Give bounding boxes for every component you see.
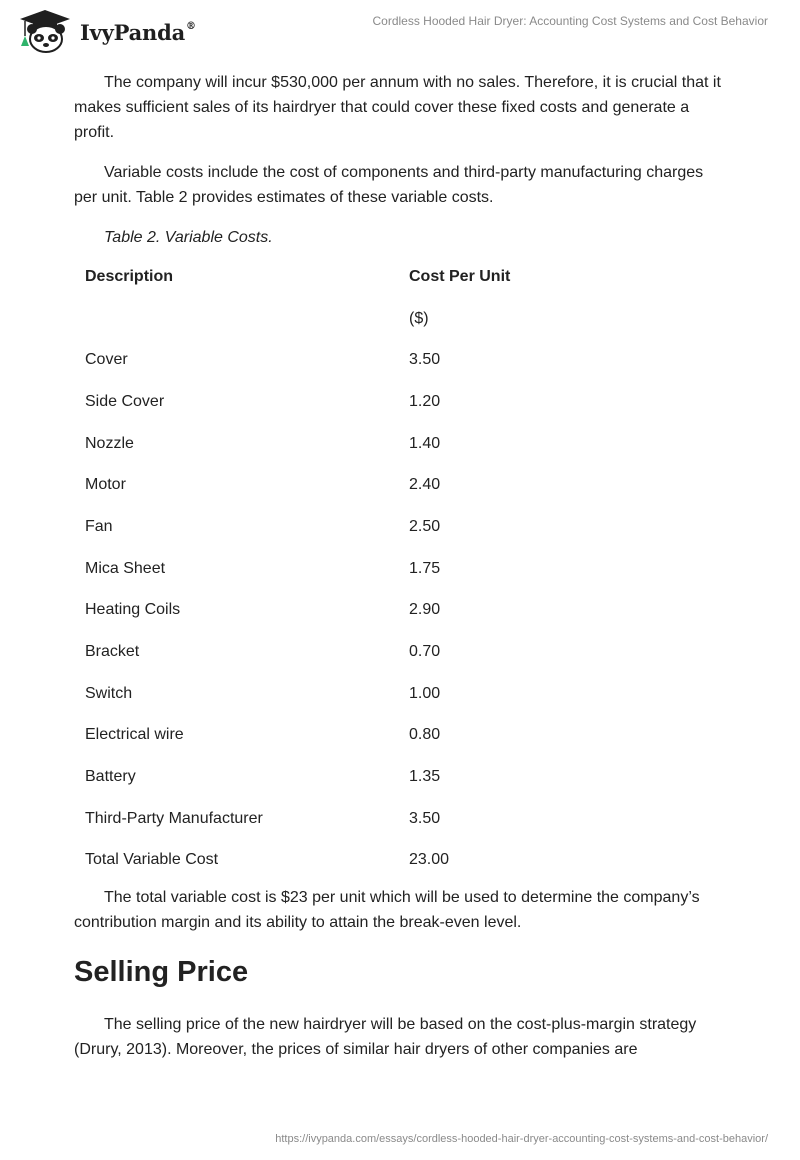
table-header-row [74, 256, 634, 298]
page-header [0, 0, 800, 60]
table-row [74, 339, 634, 381]
row-cost: 1.35 [409, 768, 441, 786]
table-row [74, 590, 634, 632]
table-row [74, 631, 634, 673]
table-caption: Table 2. Variable Costs. [104, 229, 273, 246]
row-description: Battery [85, 768, 136, 786]
row-cost: 0.70 [409, 643, 441, 661]
table-unit-row [74, 298, 634, 340]
table-row [74, 756, 634, 798]
paragraph-total-variable-cost: The total variable cost is $23 per unit which will be used to determine the company’s contribution margin and its ability to attain the break-even level. [74, 889, 700, 932]
row-description: Cover [85, 351, 128, 369]
row-description: Switch [85, 684, 133, 702]
row-cost: 1.20 [409, 392, 441, 410]
row-cost: 2.90 [409, 601, 441, 619]
row-description: Bracket [85, 643, 140, 661]
row-description: Heating Coils [85, 601, 181, 619]
row-description: Mica Sheet [85, 559, 166, 577]
row-description: Motor [85, 476, 126, 494]
row-cost: 2.40 [409, 476, 441, 494]
table-row [74, 715, 634, 757]
row-description: Nozzle [85, 434, 134, 452]
paragraph-selling-price: The selling price of the new hairdryer will be based on the cost-plus-margin strategy (Drury, 2013). Moreover, the prices of similar hair dryers of other companies are [74, 1016, 697, 1059]
table-total-row [74, 840, 634, 882]
row-description: Side Cover [85, 392, 165, 410]
row-cost: 1.00 [409, 684, 441, 702]
column-header-description: Description [85, 267, 174, 285]
row-cost: 1.40 [409, 434, 441, 452]
table-row [74, 423, 634, 465]
row-description: Electrical wire [85, 726, 184, 744]
row-cost: 2.50 [409, 517, 441, 535]
row-description: Third-Party Manufacturer [85, 809, 263, 827]
unit-label: ($) [409, 309, 429, 327]
row-cost: 3.50 [409, 809, 441, 827]
column-header-cost-per-unit: Cost Per Unit [409, 267, 511, 285]
variable-costs-table [74, 256, 634, 881]
table-row [74, 381, 634, 423]
row-cost: 23.00 [409, 851, 450, 869]
panda-graduate-icon [16, 8, 74, 54]
row-cost: 1.75 [409, 559, 441, 577]
table-row [74, 673, 634, 715]
paragraph-fixed-costs: The company will incur $530,000 per annum with no sales. Therefore, it is crucial that it makes sufficient sales of its hairdryer that could cover these fixed costs and generate a profit. [74, 74, 721, 141]
document-title: Cordless Hooded Hair Dryer: Accounting Cost Systems and Cost Behavior [372, 14, 768, 28]
row-cost: 3.50 [409, 351, 441, 369]
source-url[interactable]: https://ivypanda.com/essays/cordless-hooded-hair-dryer-accounting-cost-systems-and-cost-behavior/ [275, 1133, 768, 1145]
essay-content [74, 70, 724, 1077]
row-description: Fan [85, 517, 113, 535]
table-row [74, 506, 634, 548]
logo[interactable] [16, 8, 196, 54]
table-cell [74, 298, 398, 340]
brand-name: IvyPanda® [80, 19, 196, 45]
table-row [74, 548, 634, 590]
paragraph-variable-costs-intro: Variable costs include the cost of components and third-party manufacturing charges per unit. Table 2 provides estimates of these variable costs. [74, 164, 704, 206]
table-row [74, 798, 634, 840]
table-row [74, 464, 634, 506]
row-cost: 0.80 [409, 726, 441, 744]
section-heading: Selling Price [74, 956, 249, 989]
row-description: Total Variable Cost [85, 851, 219, 869]
